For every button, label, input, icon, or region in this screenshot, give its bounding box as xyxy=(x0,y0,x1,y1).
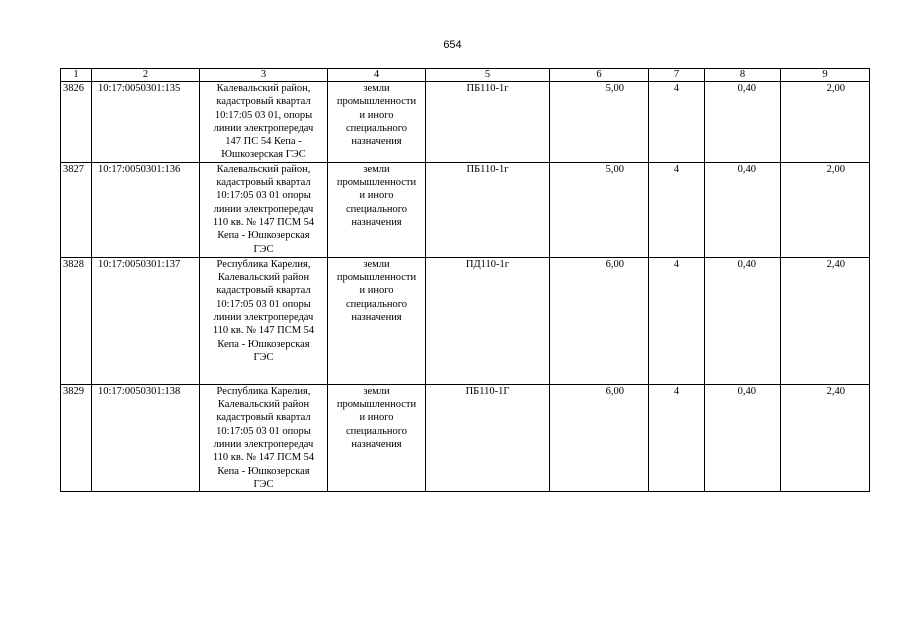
row-number-cell: 3826 xyxy=(61,82,92,163)
table-row xyxy=(61,384,870,491)
category-line: промышленности xyxy=(336,177,417,189)
value-cell-9: 2,00 xyxy=(781,162,870,257)
category-line: назначения xyxy=(351,438,402,450)
column-header: 6 xyxy=(550,69,649,82)
location-line: кадастровый квартал xyxy=(216,412,311,424)
category-line: специального xyxy=(345,122,408,134)
category-line: земли xyxy=(363,163,390,175)
value-cell-6: 6,00 xyxy=(550,257,649,384)
support-type-cell: ПБ110-1Г xyxy=(426,384,550,491)
value-cell-9: 2,00 xyxy=(781,82,870,163)
location-line: Калевальский район xyxy=(217,272,310,284)
location-line: 110 кв. № 147 ПСМ 54 xyxy=(212,452,315,464)
location-cell xyxy=(200,82,328,163)
land-category-cell xyxy=(328,162,426,257)
location-line: кадастровый квартал xyxy=(216,285,311,297)
header-row xyxy=(61,69,870,82)
value-cell-7: 4 xyxy=(649,257,705,384)
location-line: 10:17:05 03 01 опоры xyxy=(216,190,311,202)
location-line: 10:17:05 03 01 опоры xyxy=(216,298,311,310)
row-number-cell: 3829 xyxy=(61,384,92,491)
location-line: Юшкозерская ГЭС xyxy=(221,149,306,161)
land-category-cell xyxy=(328,82,426,163)
value-cell-7: 4 xyxy=(649,384,705,491)
land-plots-table xyxy=(60,68,870,492)
land-category-cell xyxy=(328,257,426,384)
value-cell-8: 0,40 xyxy=(705,82,781,163)
cadastral-number-cell: 10:17:0050301:137 xyxy=(92,257,200,384)
value-cell-9: 2,40 xyxy=(781,257,870,384)
support-type-cell: ПБ110-1г xyxy=(426,82,550,163)
row-number-cell: 3828 xyxy=(61,257,92,384)
category-line: и иного xyxy=(359,190,394,202)
category-line: специального xyxy=(345,425,408,437)
location-line: Кепа - Юшкозерская xyxy=(217,338,310,350)
row-number-cell: 3827 xyxy=(61,162,92,257)
location-cell xyxy=(200,384,328,491)
value-cell-8: 0,40 xyxy=(705,257,781,384)
location-line: линии электропередач xyxy=(213,203,314,215)
category-line: специального xyxy=(345,298,408,310)
land-category-cell xyxy=(328,384,426,491)
category-line: земли xyxy=(363,385,390,397)
column-header: 9 xyxy=(781,69,870,82)
location-line: 110 кв. № 147 ПСМ 54 xyxy=(212,216,315,228)
location-line: линии электропередач xyxy=(213,311,314,323)
value-cell-7: 4 xyxy=(649,82,705,163)
location-line: 110 кв. № 147 ПСМ 54 xyxy=(212,325,315,337)
table-row xyxy=(61,257,870,384)
category-line: и иного xyxy=(359,412,394,424)
column-header: 4 xyxy=(328,69,426,82)
cadastral-number-cell: 10:17:0050301:136 xyxy=(92,162,200,257)
location-line: 147 ПС 54 Кепа - xyxy=(225,136,302,148)
category-line: и иного xyxy=(359,109,394,121)
location-cell xyxy=(200,257,328,384)
location-line: Калевальский район, xyxy=(216,83,311,94)
location-line: кадастровый квартал xyxy=(216,177,311,189)
category-line: земли xyxy=(363,258,390,270)
value-cell-6: 5,00 xyxy=(550,162,649,257)
value-cell-8: 0,40 xyxy=(705,162,781,257)
location-line: ГЭС xyxy=(253,478,274,490)
category-line: земли xyxy=(363,83,390,94)
location-line: Кепа - Юшкозерская xyxy=(217,465,310,477)
location-line: Кепа - Юшкозерская xyxy=(217,230,310,242)
value-cell-7: 4 xyxy=(649,162,705,257)
location-line: Калевальский район, xyxy=(216,163,311,175)
category-line: специального xyxy=(345,203,408,215)
column-header: 2 xyxy=(92,69,200,82)
location-line: кадастровый квартал xyxy=(216,96,311,108)
category-line: промышленности xyxy=(336,272,417,284)
category-line: назначения xyxy=(351,311,402,323)
column-header: 3 xyxy=(200,69,328,82)
value-cell-6: 5,00 xyxy=(550,82,649,163)
table-row xyxy=(61,162,870,257)
column-header: 5 xyxy=(426,69,550,82)
category-line: промышленности xyxy=(336,96,417,108)
column-header: 8 xyxy=(705,69,781,82)
category-line: назначения xyxy=(351,216,402,228)
value-cell-6: 6,00 xyxy=(550,384,649,491)
support-type-cell: ПБ110-1г xyxy=(426,162,550,257)
page-number: 654 xyxy=(443,39,462,51)
value-cell-9: 2,40 xyxy=(781,384,870,491)
category-line: промышленности xyxy=(336,399,417,411)
support-type-cell: ПД110-1г xyxy=(426,257,550,384)
location-line: ГЭС xyxy=(253,243,274,255)
column-header: 7 xyxy=(649,69,705,82)
location-line: ГЭС xyxy=(253,351,274,363)
location-line: Республика Карелия, xyxy=(216,385,311,397)
cadastral-number-cell: 10:17:0050301:135 xyxy=(92,82,200,163)
column-header: 1 xyxy=(61,69,92,82)
location-line: Республика Карелия, xyxy=(216,258,311,270)
location-line: Калевальский район xyxy=(217,399,310,411)
location-line: линии электропередач xyxy=(213,122,314,134)
location-line: 10:17:05 03 01, опоры xyxy=(214,109,313,121)
location-cell xyxy=(200,162,328,257)
category-line: и иного xyxy=(359,285,394,297)
location-line: линии электропередач xyxy=(213,438,314,450)
value-cell-8: 0,40 xyxy=(705,384,781,491)
category-line: назначения xyxy=(351,136,402,148)
location-line: 10:17:05 03 01 опоры xyxy=(216,425,311,437)
table-row xyxy=(61,82,870,163)
cadastral-number-cell: 10:17:0050301:138 xyxy=(92,384,200,491)
